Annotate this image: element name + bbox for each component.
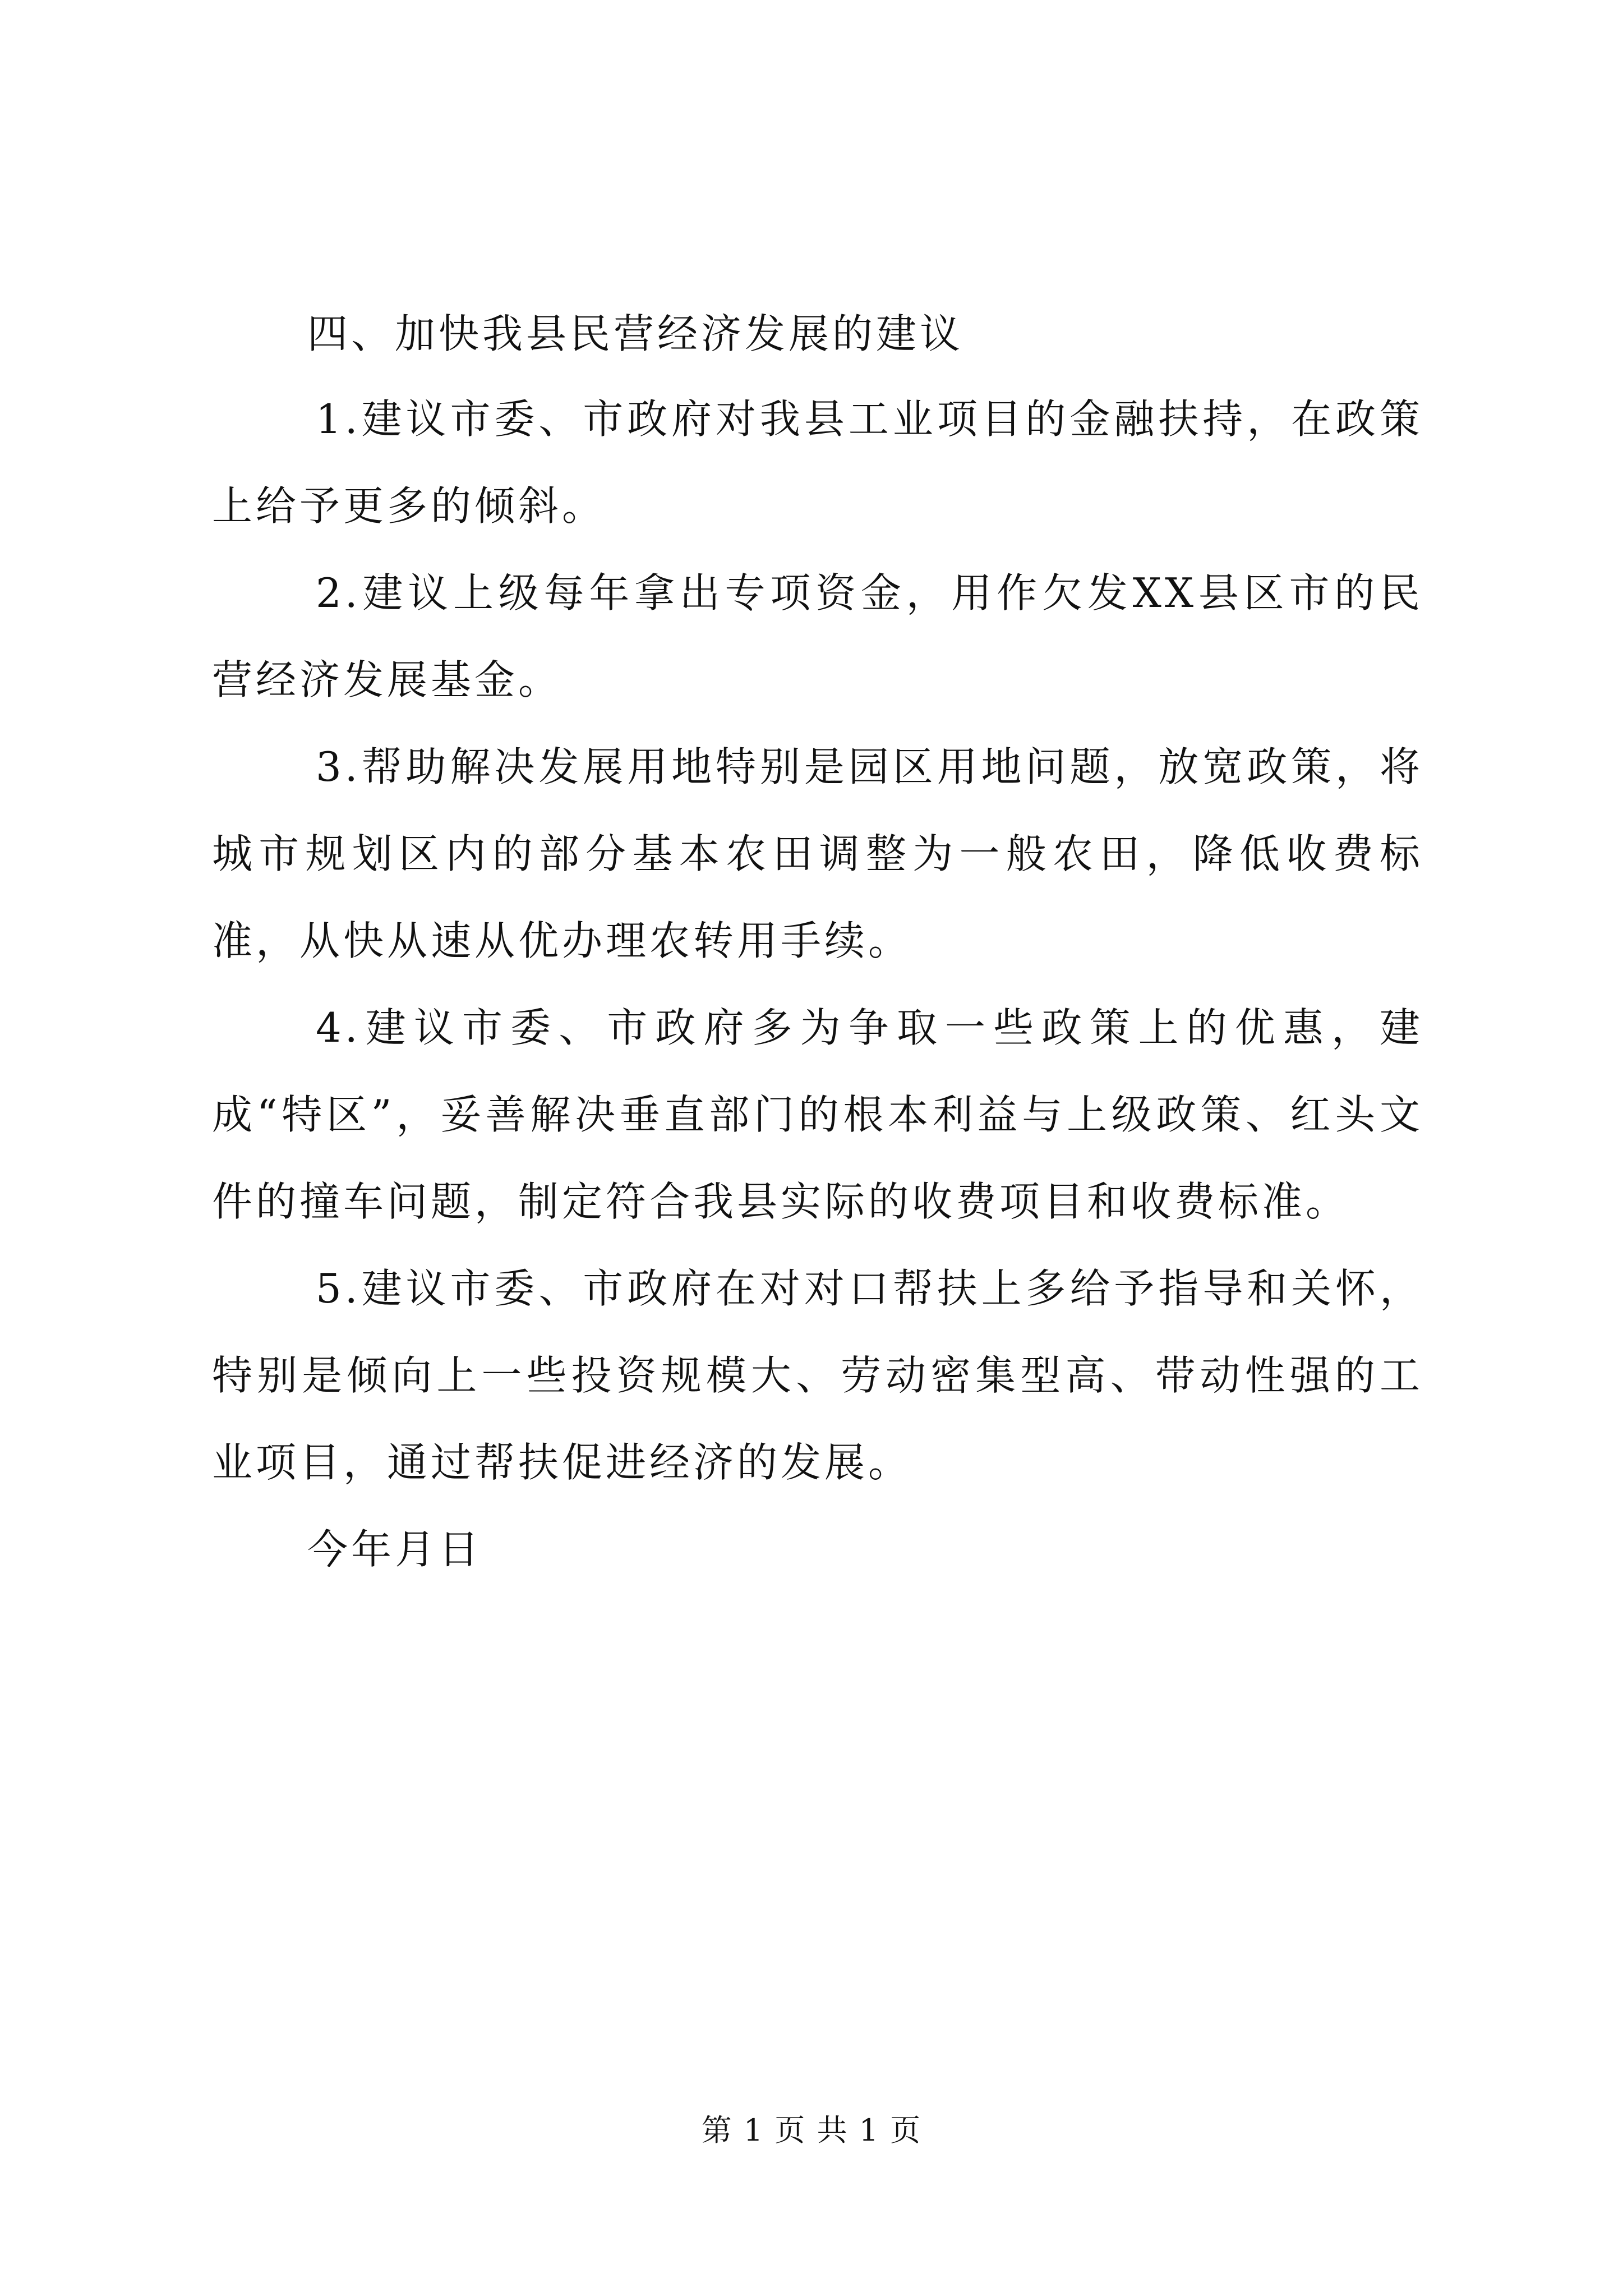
page-footer: 第 1 页 共 1 页 bbox=[701, 2113, 922, 2148]
paragraph-3: 3.帮助解决发展用地特别是园区用地问题，放宽政策，将城市规划区内的部分基本农田调整为一般农田，降低收费标准，从快从速从优办理农转用手续。 bbox=[212, 743, 1423, 964]
paragraph-2: 2.建议上级每年拿出专项资金，用作欠发XX县区市的民营经济发展基金。 bbox=[212, 569, 1423, 703]
paragraph-4: 4.建议市委、市政府多为争取一些政策上的优惠，建成“特区”，妥善解决垂直部门的根本利益与上级政策、红头文件的撞车问题，制定符合我县实际的收费项目和收费标准。 bbox=[212, 1004, 1423, 1225]
section-heading: 四、加快我县民营经济发展的建议 bbox=[307, 310, 964, 357]
date-line: 今年月日 bbox=[307, 1526, 483, 1573]
document-body bbox=[212, 292, 1423, 1593]
paragraph-1: 1.建议市委、市政府对我县工业项目的金融扶持，在政策上给予更多的倾斜。 bbox=[212, 395, 1423, 530]
paragraph-5: 5.建议市委、市政府在对对口帮扶上多给予指导和关怀，特别是倾向上一些投资规模大、劳动密集型高、带动性强的工业项目，通过帮扶促进经济的发展。 bbox=[212, 1265, 1423, 1486]
